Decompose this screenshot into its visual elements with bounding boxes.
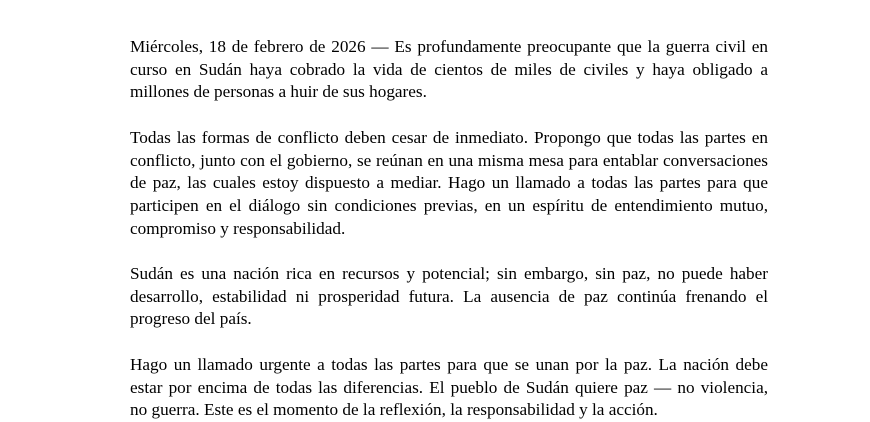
statement-document — [130, 36, 768, 422]
text-line: participen en el diálogo sin condiciones previas, en un espíritu de entendimiento mutuo, — [130, 195, 768, 215]
text-line: millones de personas a huir de sus hogares. — [130, 82, 427, 102]
text-line: no guerra. Este es el momento de la reflexión, la responsabilidad y la acción. — [130, 400, 658, 420]
text-line: desarrollo, estabilidad ni prosperidad futura. La ausencia de paz continúa frenando el — [130, 286, 768, 306]
paragraph-4 — [130, 354, 768, 422]
text-line: compromiso y responsabilidad. — [130, 218, 346, 238]
text-line: progreso del país. — [130, 309, 252, 329]
paragraph-1 — [130, 36, 768, 104]
text-line: curso en Sudán haya cobrado la vida de cientos de miles de civiles y haya obligado a — [130, 59, 768, 79]
paragraph-3 — [130, 263, 768, 331]
text-line: Hago un llamado urgente a todas las partes para que se unan por la paz. La nación debe — [130, 354, 768, 374]
text-line: estar por encima de todas las diferencias. El pueblo de Sudán quiere paz — no violencia, — [130, 377, 768, 397]
text-line: Sudán es una nación rica en recursos y potencial; sin embargo, sin paz, no puede haber — [130, 264, 768, 283]
text-line: conflicto, junto con el gobierno, se reúnan en una misma mesa para entablar conversaciones — [130, 150, 768, 170]
paragraph-2 — [130, 127, 768, 241]
text-line: Todas las formas de conflicto deben cesar de inmediato. Propongo que todas las partes en — [130, 127, 768, 147]
text-line: de paz, las cuales estoy dispuesto a mediar. Hago un llamado a todas las partes para que — [130, 173, 768, 193]
text-line: Miércoles, 18 de febrero de 2026 — Es profundamente preocupante que la guerra civil en — [130, 37, 768, 56]
